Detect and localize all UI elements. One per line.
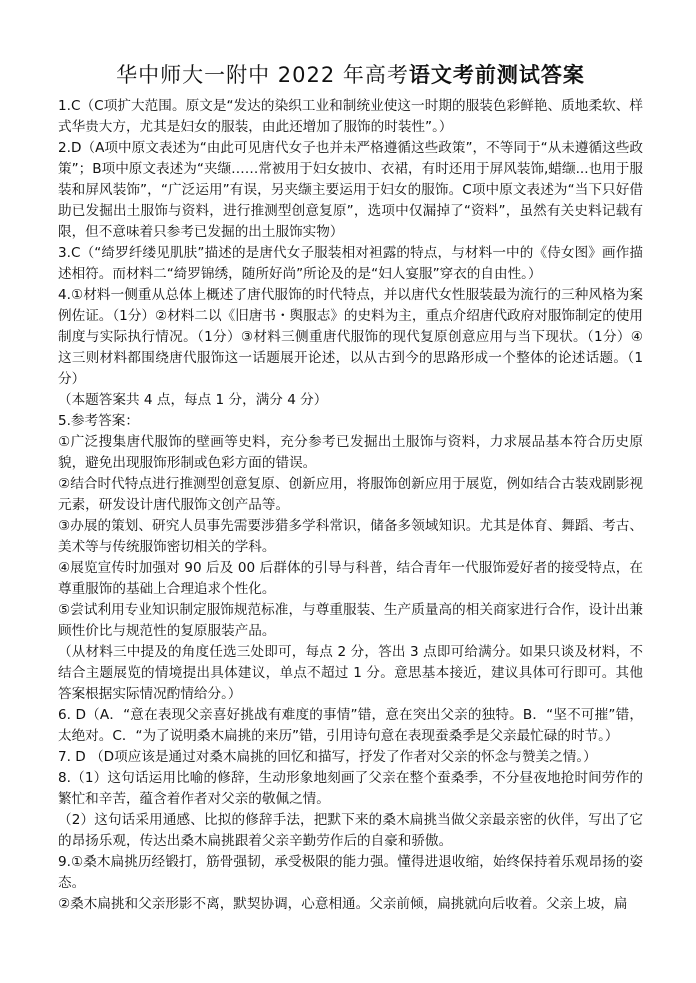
answer-1: 1.C（C项扩大范围。原文是“发达的染织工业和制统业使这一时期的服装色彩鲜艳、质地柔软、样式华贵大方，尤其是妇女的服装，由此还增加了服饰的时装性”。） [58, 98, 643, 135]
answer-4: 4.①材料一侧重从总体上概述了唐代服饰的时代特点，并以唐代女性服装最为流行的三种风格为案例佐证。（1分）②材料二以《旧唐书・舆服志》的史料为主，重点介绍唐代政府对服饰制定的使用制度与实际执行情况。（1分）③材料三侧重唐代服饰的现代复原创意应用与当下现状。（1分）④这三则材料都围绕唐代服饰这一话题展开论述，以从古到今的思路形成一个整体的论述话题。（1分） [58, 287, 643, 387]
answer-9-point-2: ②桑木扁挑和父亲形影不离，默契协调，心意相通。父亲前倾，扁挑就向后收着。父亲上坡，扁 [58, 896, 628, 912]
answer-5-point-4: ④展览宣传时加强对 90 后及 00 后群体的引导与科普，结合青年一代服饰爱好者的接受特点，在尊重服饰的基础上合理追求个性化。 [58, 560, 643, 597]
page-title [58, 60, 643, 90]
answer-5-scoring: （从材料三中提及的角度任选三处即可，每点 2 分，答出 3 点即可给满分。如果只谈及材料，不结合主题展览的情境提出具体建议，单点不超过 1 分。意思基本接近，建议具体可行即可。其他答案根据实际情况酌情给分。） [58, 644, 643, 702]
answer-5-point-1: ①广泛搜集唐代服饰的壁画等史料，充分参考已发掘出土服饰与资料，力求展品基本符合历史原貌，避免出现服饰形制或色彩方面的错误。 [58, 434, 643, 471]
document-page [58, 60, 643, 960]
answer-content [58, 96, 643, 915]
title-prefix: 华中师大一附中 2022 年高考 [116, 63, 409, 87]
answer-2: 2.D（A项中原文表述为“由此可见唐代女子也并未严格遵循这些政策”，不等同于“从未遵循这些政策”；B项中原文表述为“夹缬……常被用于妇女披巾、衣裙，有时还用于屏风装饰,蜡缬...也用于服装和屏风装饰”，“广泛运用”有误，另夹缬主要运用于妇女的服饰。C项中原文表述为“当下只好借助已发掘出土服饰与资料，进行推测型创意复原”，选项中仅漏掉了“资料”，虽然有关史料记载有限，但不意味着只参考已发掘的出土服饰实物） [58, 140, 643, 240]
answer-8-part-2: （2）这句话采用通感、比拟的修辞手法，把默下来的桑木扁挑当做父亲最亲密的伙伴，写出了它的昂扬乐观，传达出桑木扁挑跟着父亲辛勤劳作后的自豪和骄傲。 [58, 812, 643, 849]
answer-6: 6. D（A．“意在表现父亲喜好挑战有难度的事情”错，意在突出父亲的独特。B．“坚不可摧”错，太绝对。C．“为了说明桑木扁挑的来历”错，引用诗句意在表现蚕桑季是父亲最忙碌的时节。） [58, 707, 643, 744]
answer-9-point-1: 9.①桑木扁挑历经锻打，筋骨强韧，承受极限的能力强。懂得进退收缩，始终保持着乐观昂扬的姿态。 [58, 854, 643, 891]
answer-5-point-3: ③办展的策划、研究人员事先需要涉猎多学科常识，储备多领域知识。尤其是体育、舞蹈、考古、美术等与传统服饰密切相关的学科。 [58, 518, 643, 555]
answer-5-point-5: ⑤尝试利用专业知识制定服饰规范标准，与尊重服装、生产质量高的相关商家进行合作，设计出兼顾性价比与规范性的复原服装产品。 [58, 602, 643, 639]
answer-3: 3.C（“绮罗纤缕见肌肤”描述的是唐代女子服装相对袒露的特点，与材料一中的《侍女图》画作描述相符。而材料二“绮罗锦绣，随所好尚”所论及的是“妇人宴服”穿衣的自由性。） [58, 245, 643, 282]
answer-7: 7. D （D项应该是通过对桑木扁挑的回忆和描写，抒发了作者对父亲的怀念与赞美之情。） [58, 749, 597, 765]
answer-4-scoring: （本题答案共 4 点，每点 1 分，满分 4 分） [58, 392, 328, 408]
answer-8-part-1: 8.（1）这句话运用比喻的修辞，生动形象地刻画了父亲在整个蚕桑季，不分昼夜地抢时间劳作的繁忙和辛苦，蕴含着作者对父亲的敬佩之情。 [58, 770, 643, 807]
title-bold: 语文考前测试答案 [408, 63, 585, 87]
answer-5-point-2: ②结合时代特点进行推测型创意复原、创新应用，将服饰创新应用于展览，例如结合古装戏剧影视元素，研发设计唐代服饰文创产品等。 [58, 476, 643, 513]
answer-5-heading: 5.参考答案： [58, 413, 139, 429]
